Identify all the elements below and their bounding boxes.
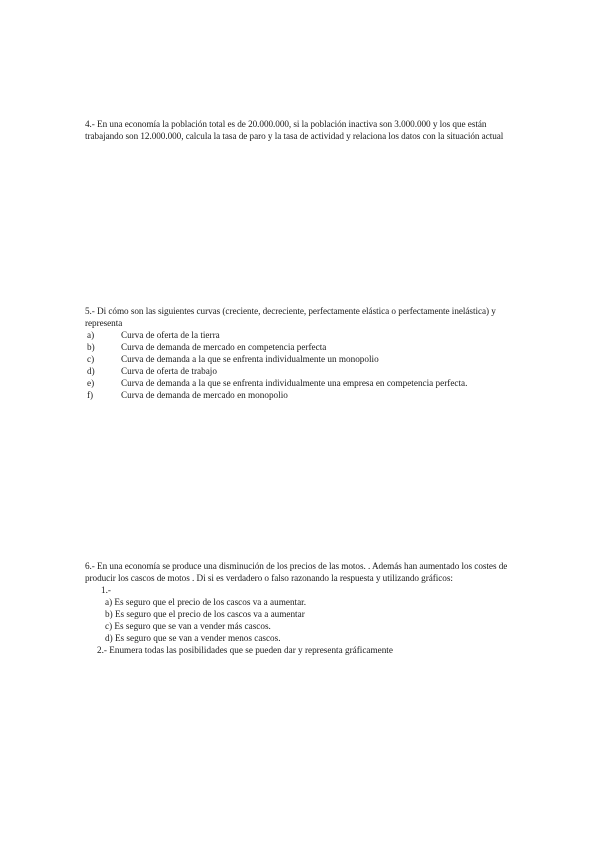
list-item-text: Curva de oferta de trabajo	[121, 366, 217, 376]
list-item-text: Curva de demanda de mercado en competencia perfecta	[121, 342, 327, 352]
question-6-intro: 6.- En una economía se produce una disminución de los precios de las motos. . Además han aumentado los costes de producir los cascos de motos . Di si es verdadero o falso razonando la respuesta y utilizando gráficos:	[85, 561, 508, 583]
list-item	[85, 329, 517, 341]
list-item-text: Curva de oferta de la tierra	[121, 330, 220, 340]
question-4-text: 4.- En una economía la población total es de 20.000.000, si la población inactiva son 3.000.000 y los que están trabajando son 12.000.000, calcula la tasa de paro y la tasa de actividad y relaciona los datos con la situación actual	[85, 119, 504, 141]
list-item-text: Curva de demanda de mercado en monopolio	[121, 390, 288, 400]
list-marker: f)	[87, 390, 94, 400]
list-marker: e)	[87, 378, 95, 388]
list-item: b) Es seguro que el precio de los cascos va a aumentar	[105, 609, 305, 619]
question-5	[85, 305, 517, 401]
question-4	[85, 118, 517, 142]
list-item: c) Es seguro que se van a vender más cascos.	[105, 621, 271, 631]
list-item: d) Es seguro que se van a vender menos cascos.	[105, 633, 281, 643]
list-marker: c)	[87, 354, 95, 364]
list-item	[85, 377, 517, 389]
question-6	[85, 560, 517, 656]
question-5-intro: 5.- Di cómo son las siguientes curvas (creciente, decreciente, perfectamente elástica o perfectamente inelástica) y representa	[85, 306, 496, 328]
list-item	[85, 353, 517, 365]
part-1-label: 1.-	[101, 585, 111, 595]
part-2-text: 2.- Enumera todas las posibilidades que se pueden dar y representa gráficamente	[97, 645, 393, 655]
list-marker: d)	[87, 366, 95, 376]
list-item	[85, 341, 517, 353]
list-item-text: Curva de demanda a la que se enfrenta individualmente una empresa en competencia perfecta.	[121, 378, 468, 388]
question-5-list	[85, 329, 517, 401]
list-item: a) Es seguro que el precio de los cascos va a aumentar.	[105, 597, 307, 607]
list-item	[85, 365, 517, 377]
list-item-text: Curva de demanda a la que se enfrenta individualmente un monopolio	[121, 354, 379, 364]
list-item	[85, 389, 517, 401]
list-marker: a)	[87, 330, 95, 340]
list-marker: b)	[87, 342, 95, 352]
